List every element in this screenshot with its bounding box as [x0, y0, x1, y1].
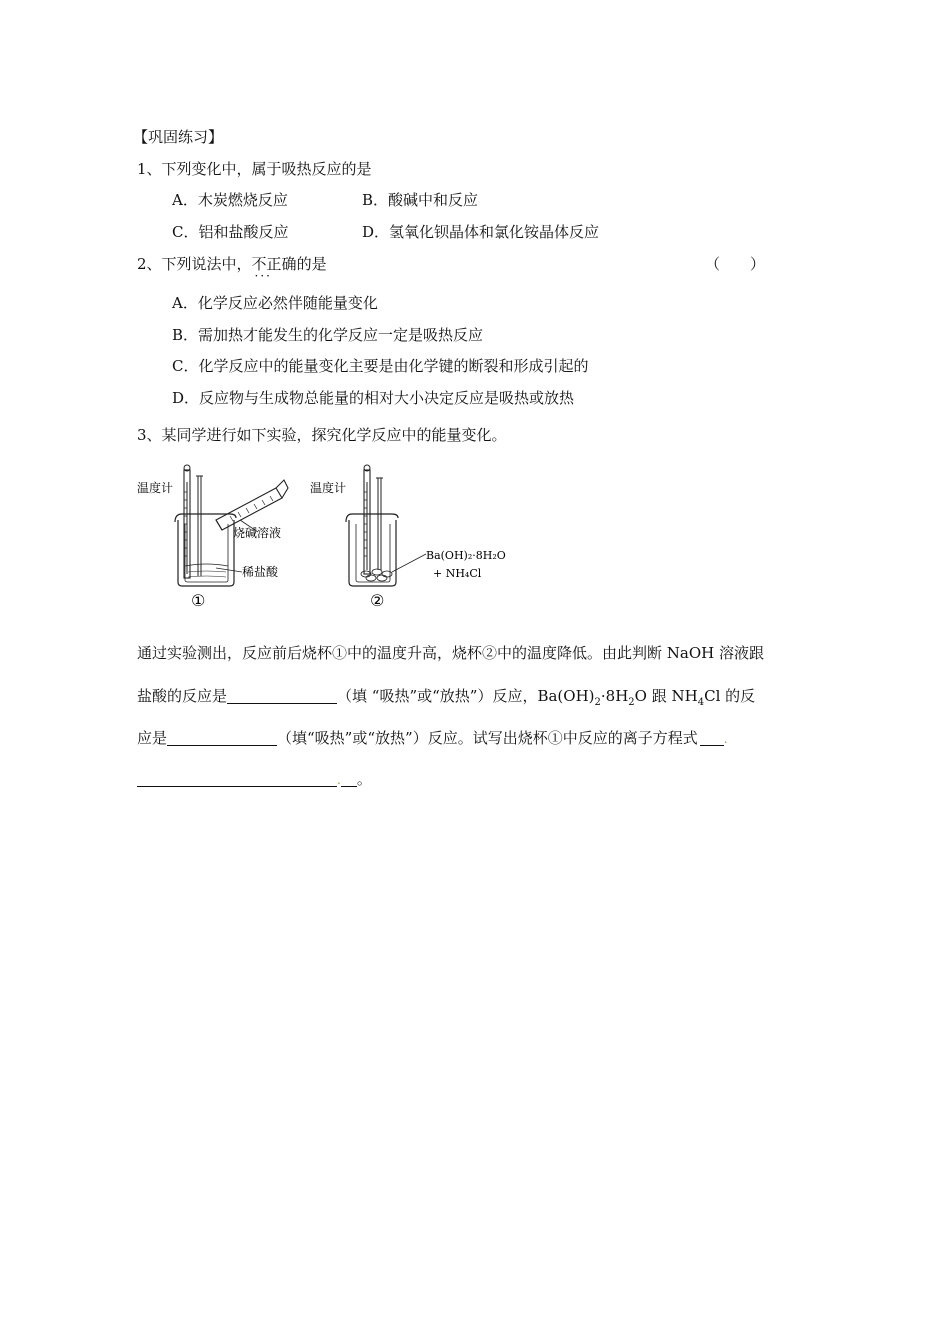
stirrer-2	[376, 478, 383, 570]
naoh-label: 烧碱溶液	[233, 526, 282, 540]
q2-option-b: B．需加热才能发生的化学反应一定是吸热反应	[172, 326, 484, 344]
q3-line2-c: ·8H	[600, 687, 629, 705]
q3-line3-a: 应是	[137, 729, 168, 747]
beaker-2-number: ②	[370, 591, 385, 610]
q3-para-line-4	[137, 769, 372, 790]
experiment-diagram	[130, 462, 550, 614]
q1-option-b: B．酸碱中和反应	[362, 191, 479, 209]
q1-option-d: D．氢氧化钡晶体和氯化铵晶体反应	[362, 223, 600, 241]
q3-para-line-1: 通过实验测出，反应前后烧杯①中的温度升高，烧杯②中的温度降低。由此判断 NaOH 溶液跟	[137, 644, 764, 662]
q3-line4-end: 。	[356, 770, 372, 788]
thermometer-2	[364, 465, 370, 574]
q1-option-a: A．木炭燃烧反应	[172, 191, 288, 209]
q3-line2-e: Cl 的反	[704, 687, 756, 705]
answer-blank-1[interactable]	[227, 687, 337, 704]
q3-line2-sub2: 2	[628, 697, 635, 708]
answer-blank-3-cont[interactable]	[137, 770, 337, 787]
q3-line2-sub1: 2	[594, 697, 601, 708]
q2-option-d: D．反应物与生成物总能量的相对大小决定反应是吸热或放热	[172, 389, 575, 407]
q3-stem: 3、某同学进行如下实验，探究化学反应中的能量变化。	[137, 426, 507, 444]
thermometer-label-1: 温度计	[137, 481, 174, 495]
hcl-label: 稀盐酸	[242, 565, 279, 579]
q2-stem-suffix: 的是	[296, 255, 327, 273]
q2-stem-prefix: 2、下列说法中，	[137, 255, 252, 273]
graduated-cylinder	[216, 480, 288, 530]
q3-line2-d: O 跟 NH	[634, 687, 698, 705]
q3-line3-b: （填“吸热”或“放热”）反应。试写出烧杯①中反应的离子方程式	[277, 729, 698, 747]
answer-blank-3-start[interactable]	[700, 729, 724, 746]
beaker-2	[346, 514, 398, 586]
section-title: 【巩固练习】	[133, 128, 224, 146]
reagent-line-1: Ba(OH)₂·8H₂O	[426, 549, 506, 562]
q2-option-c: C．化学反应中的能量变化主要是由化学键的断裂和形成引起的	[172, 357, 589, 375]
q1-option-c: C．铝和盐酸反应	[172, 223, 289, 241]
q3-line2-a: 盐酸的反应是	[137, 687, 228, 705]
q3-para-line-3	[137, 728, 728, 749]
reagent-leader	[392, 554, 426, 572]
reagent-line-2: + NH₄Cl	[433, 567, 482, 580]
experiment-figure	[130, 462, 550, 614]
beaker-1-number: ①	[191, 591, 206, 610]
answer-blank-2[interactable]	[167, 729, 277, 746]
edit-mark: .	[723, 732, 728, 746]
q3-line2-sub3: 4	[697, 697, 705, 708]
q2-answer-bracket: （ ）	[705, 255, 766, 273]
thermometer-label-2: 温度计	[310, 481, 347, 495]
q3-line2-b: （填 “吸热”或“放热”）反应，Ba(OH)	[337, 687, 595, 705]
edit-mark-2: .	[337, 773, 341, 787]
q3-para-line-2	[137, 686, 755, 713]
q2-stem-emphasis: 不正确 ···	[252, 254, 297, 274]
q2-stem	[137, 254, 327, 274]
answer-blank-3-end[interactable]	[341, 770, 357, 787]
stirrer-1	[196, 476, 203, 576]
q1-stem: 1、下列变化中，属于吸热反应的是	[137, 160, 372, 178]
q2-option-a: A．化学反应必然伴随能量变化	[172, 294, 378, 312]
